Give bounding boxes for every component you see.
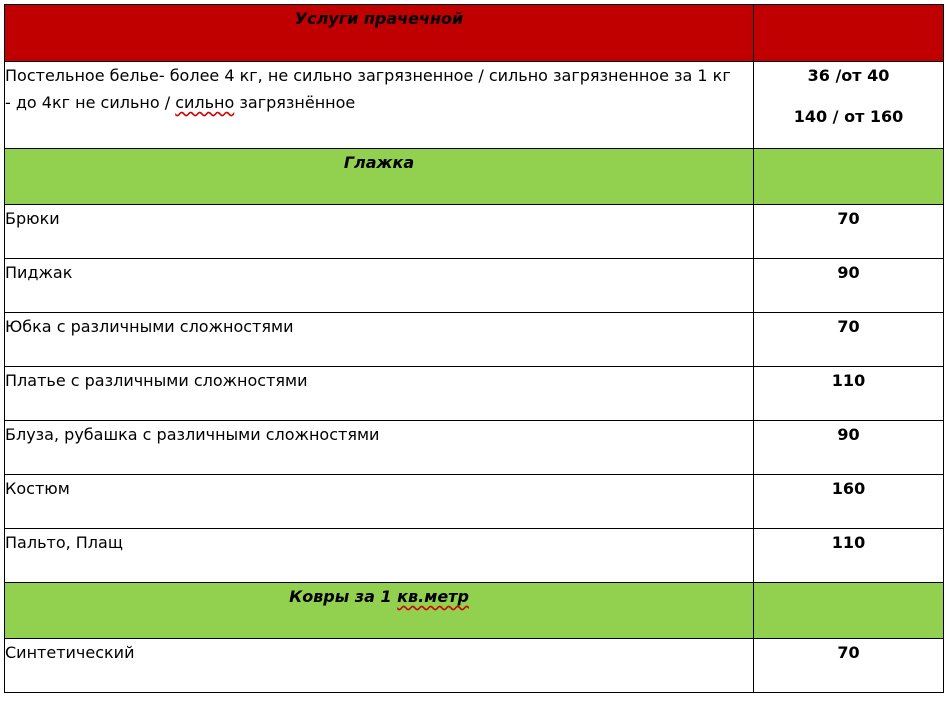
table-row xyxy=(5,475,944,529)
bedding-description-part2: загрязнённое xyxy=(234,93,356,112)
bedding-price-line-1: 36 /от 40 xyxy=(807,66,890,85)
carpets-title-spellcheck-word: кв.метр xyxy=(397,587,469,606)
item-name: Брюки xyxy=(5,205,754,259)
carpets-section-title xyxy=(5,583,754,639)
laundry-section-title: Услуги прачечной xyxy=(5,5,754,62)
item-name: Костюм xyxy=(5,475,754,529)
table-row xyxy=(5,259,944,313)
item-price: 160 xyxy=(754,475,944,529)
item-price: 70 xyxy=(754,313,944,367)
laundry-header-price-cell xyxy=(754,5,944,62)
item-name: Пиджак xyxy=(5,259,754,313)
bedding-price-line-2: 140 / от 160 xyxy=(793,107,904,126)
item-price: 90 xyxy=(754,421,944,475)
table-row xyxy=(5,367,944,421)
item-name: Пальто, Плащ xyxy=(5,529,754,583)
bedding-price-cell xyxy=(754,62,944,149)
table-row xyxy=(5,205,944,259)
table-row xyxy=(5,639,944,693)
table-row xyxy=(5,421,944,475)
ironing-section-title: Глажка xyxy=(5,149,754,205)
item-price: 70 xyxy=(754,205,944,259)
item-name: Блуза, рубашка с различными сложностями xyxy=(5,421,754,475)
item-name: Юбка с различными сложностями xyxy=(5,313,754,367)
bedding-description-part1: Постельное белье- более 4 кг, не сильно загрязненное / сильно загрязненное за 1 кг - до 4кг не сильно / xyxy=(5,66,731,112)
table-row xyxy=(5,313,944,367)
carpets-header-row xyxy=(5,583,944,639)
bedding-name-cell xyxy=(5,62,754,149)
item-name: Платье с различными сложностями xyxy=(5,367,754,421)
item-price: 110 xyxy=(754,529,944,583)
ironing-header-row xyxy=(5,149,944,205)
bedding-description-spellcheck-word: сильно xyxy=(175,93,235,112)
ironing-header-price-cell xyxy=(754,149,944,205)
item-name: Синтетический xyxy=(5,639,754,693)
table-row xyxy=(5,529,944,583)
price-table xyxy=(4,4,944,693)
bedding-description xyxy=(5,62,753,116)
item-price: 90 xyxy=(754,259,944,313)
item-price: 110 xyxy=(754,367,944,421)
item-price: 70 xyxy=(754,639,944,693)
bedding-row xyxy=(5,62,944,149)
laundry-header-row xyxy=(5,5,944,62)
carpets-title-part1: Ковры за 1 xyxy=(289,587,398,606)
carpets-header-price-cell xyxy=(754,583,944,639)
